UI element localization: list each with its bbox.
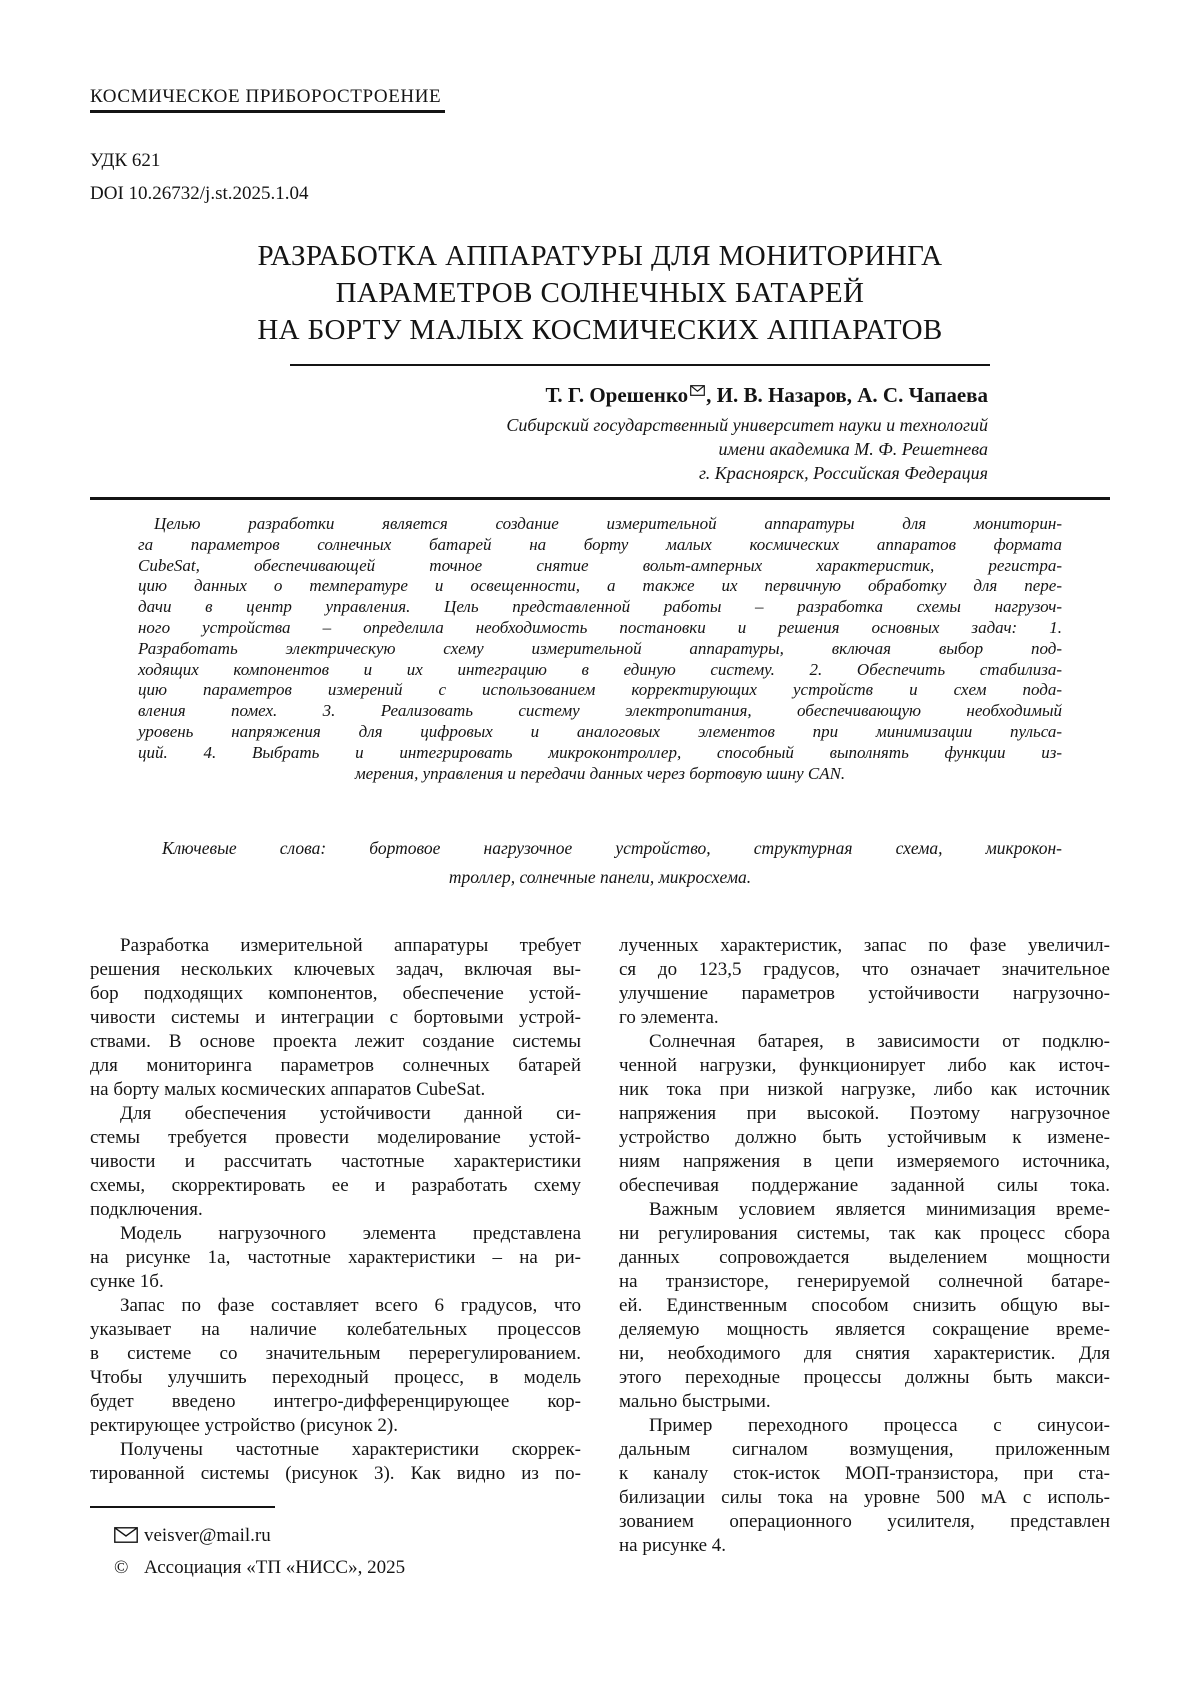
udc-number: УДК 621 <box>90 150 161 171</box>
text-line: Запас по фазе составляет всего 6 градусов, что <box>120 1295 581 1317</box>
abstract-line: ций. 4. Выбрать и интегрировать микроконтроллер, способный выполнять функции из- <box>138 742 1062 762</box>
text-line: ректирующее устройство (рисунок 2). <box>90 1415 398 1437</box>
article-meta <box>90 144 1110 210</box>
title-line: ПАРАМЕТРОВ СОЛНЕЧНЫХ БАТАРЕЙ <box>335 277 865 309</box>
title-line: РАЗРАБОТКА АППАРАТУРЫ ДЛЯ МОНИТОРИНГА <box>257 240 943 272</box>
abstract-line: CubeSat, обеспечивающей точное снятие вольт-амперных характеристик, регистра- <box>138 555 1062 575</box>
author-names-rest: , И. В. Назаров, А. С. Чапаева <box>706 383 988 407</box>
header-divider <box>90 497 1110 500</box>
text-line: на рисунке 1а, частотные характеристики – на ри- <box>90 1247 581 1269</box>
text-line: ствами. В основе проекта лежит создание системы <box>90 1031 581 1053</box>
abstract-line: уровень напряжения для цифровых и аналоговых элементов при минимизации пульса- <box>138 721 1062 741</box>
text-line: ни, необходимого для снятия характеристик. Для <box>619 1343 1110 1365</box>
journal-section-label: КОСМИЧЕСКОЕ ПРИБОРОСТРОЕНИЕ <box>90 86 445 113</box>
text-line: го элемента. <box>619 1007 719 1029</box>
abstract-line: ходящих компонентов и их интеграцию в единую систему. 2. Обеспечить стабилиза- <box>138 659 1062 679</box>
envelope-icon <box>690 377 705 402</box>
abstract-line: ного устройства – определила необходимость постановки и решения основных задач: 1. <box>138 617 1062 637</box>
abstract-line: дачи в центр управления. Цель представленной работы – разработка схемы нагрузоч- <box>138 597 1062 617</box>
text-line: Модель нагрузочного элемента представлена <box>120 1223 581 1245</box>
text-line: схемы, скорректировать ее и разработать схему <box>90 1175 581 1197</box>
keywords <box>138 834 1062 892</box>
abstract-line: цию данных о температуре и освещенности, а также их первичную обработку для пере- <box>138 576 1062 596</box>
affiliation <box>90 413 1110 485</box>
text-line: чивости и рассчитать частотные характеристики <box>90 1151 581 1173</box>
text-line: этого переходные процессы должны быть макси- <box>619 1367 1110 1389</box>
text-line: дальным сигналом возмущения, приложенным <box>619 1439 1110 1461</box>
text-line: будет введено интегро-дифференцирующее кор- <box>90 1391 581 1413</box>
footnote <box>90 1506 581 1584</box>
abstract-line: мерения, управления и передачи данных через бортовую шину CAN. <box>354 763 846 783</box>
keywords-line: троллер, солнечные панели, микросхема. <box>448 867 752 888</box>
text-line: Получены частотные характеристики скоррек- <box>120 1439 581 1461</box>
text-line: обеспечивая поддержание заданной силы тока. <box>619 1175 1110 1197</box>
text-line: билизации силы тока на уровне 500 мА с исполь- <box>619 1487 1110 1509</box>
text-line: Пример переходного процесса с синусои- <box>649 1415 1110 1437</box>
body-left-column <box>90 934 581 1584</box>
article-title <box>90 238 1110 349</box>
text-line: ся до 123,5 градусов, что означает значительное <box>619 959 1110 981</box>
text-line: деляемую мощность является сокращение време- <box>619 1319 1110 1341</box>
text-line: бор подходящих компонентов, обеспечение устой- <box>90 983 581 1005</box>
abstract-line: цию параметров измерений с использованием корректирующих устройств и схем пода- <box>138 680 1062 700</box>
text-line: для мониторинга параметров солнечных батарей <box>90 1055 581 1077</box>
text-line: на рисунке 4. <box>619 1535 727 1557</box>
affiliation-line: Сибирский государственный университет науки и технологий <box>506 415 988 435</box>
text-line: чивости системы и интеграции с бортовыми устрой- <box>90 1007 581 1029</box>
copyright-symbol: © <box>114 1557 129 1579</box>
footnote-divider <box>90 1506 275 1508</box>
text-line: на транзисторе, генерируемой солнечной батаре- <box>619 1271 1110 1293</box>
text-line: мально быстрыми. <box>619 1391 771 1413</box>
contact-email: veisver@mail.ru <box>144 1525 271 1547</box>
text-line: сунке 1б. <box>90 1271 164 1293</box>
abstract-line: вления помех. 3. Реализовать систему электропитания, обеспечивающую необходимый <box>138 701 1062 721</box>
copyright-text: Ассоциация «ТП «НИСС», 2025 <box>144 1557 406 1579</box>
text-line: Разработка измерительной аппаратуры требует <box>120 935 581 957</box>
text-line: напряжения при высокой. Поэтому нагрузочное <box>619 1103 1110 1125</box>
text-line: улучшение параметров устойчивости нагрузочно- <box>619 983 1110 1005</box>
text-line: Чтобы улучшить переходный процесс, в модель <box>90 1367 581 1389</box>
abstract-line: Целью разработки является создание измерительной аппаратуры для мониторин- <box>154 514 1062 533</box>
envelope-icon <box>90 1520 144 1552</box>
abstract-line: Разработать электрическую схему измерительной аппаратуры, включая выбор под- <box>138 638 1062 658</box>
text-line: к каналу сток-исток МОП-транзистора, при ста- <box>619 1463 1110 1485</box>
text-line: на борту малых космических аппаратов CubeSat. <box>90 1079 486 1101</box>
abstract <box>138 514 1062 784</box>
journal-section-header <box>90 86 1110 108</box>
title-line: НА БОРТУ МАЛЫХ КОСМИЧЕСКИХ АППАРАТОВ <box>257 314 943 346</box>
text-line: Для обеспечения устойчивости данной си- <box>120 1103 581 1125</box>
text-line: стемы требуется провести моделирование устой- <box>90 1127 581 1149</box>
text-line: тированной системы (рисунок 3). Как видно из по- <box>90 1463 581 1485</box>
left-column-text <box>90 934 581 1486</box>
affiliation-line: г. Красноярск, Российская Федерация <box>698 463 988 483</box>
text-line: ниям напряжения в цепи измеряемого источника, <box>619 1151 1110 1173</box>
title-divider <box>290 364 990 366</box>
text-line: зованием операционного усилителя, представлен <box>619 1511 1110 1533</box>
text-line: решения нескольких ключевых задач, включая вы- <box>90 959 581 981</box>
keywords-line: Ключевые слова: бортовое нагрузочное устройство, структурная схема, микрокон- <box>162 838 1062 859</box>
text-line: Важным условием является минимизация време- <box>649 1199 1110 1221</box>
text-line: лученных характеристик, запас по фазе увеличил- <box>619 935 1110 957</box>
footnote-copyright-row <box>90 1552 581 1584</box>
body-columns <box>90 934 1110 1584</box>
text-line: ни регулирования системы, так как процесс сбора <box>619 1223 1110 1245</box>
author-name-primary: Т. Г. Орешенко <box>545 383 689 407</box>
doi-number: DOI 10.26732/j.st.2025.1.04 <box>90 183 309 204</box>
right-column-text <box>619 934 1110 1558</box>
footnote-email-row <box>90 1520 581 1552</box>
affiliation-line: имени академика М. Ф. Решетнева <box>718 439 988 459</box>
text-line: указывает на наличие колебательных процессов <box>90 1319 581 1341</box>
text-line: ей. Единственным способом снизить общую вы- <box>619 1295 1110 1317</box>
body-right-column <box>619 934 1110 1584</box>
text-line: ченной нагрузки, функционирует либо как источ- <box>619 1055 1110 1077</box>
text-line: данных сопровождается выделением мощности <box>619 1247 1110 1269</box>
authors-line <box>90 377 1110 408</box>
text-line: ник тока при низкой нагрузке, либо как источник <box>619 1079 1110 1101</box>
text-line: устройство должно быть устойчивым к измене- <box>619 1127 1110 1149</box>
abstract-line: га параметров солнечных батарей на борту малых космических аппаратов формата <box>138 534 1062 554</box>
text-line: Солнечная батарея, в зависимости от подклю- <box>649 1031 1110 1053</box>
text-line: в системе со значительным перерегулированием. <box>90 1343 581 1365</box>
text-line: подключения. <box>90 1199 203 1221</box>
